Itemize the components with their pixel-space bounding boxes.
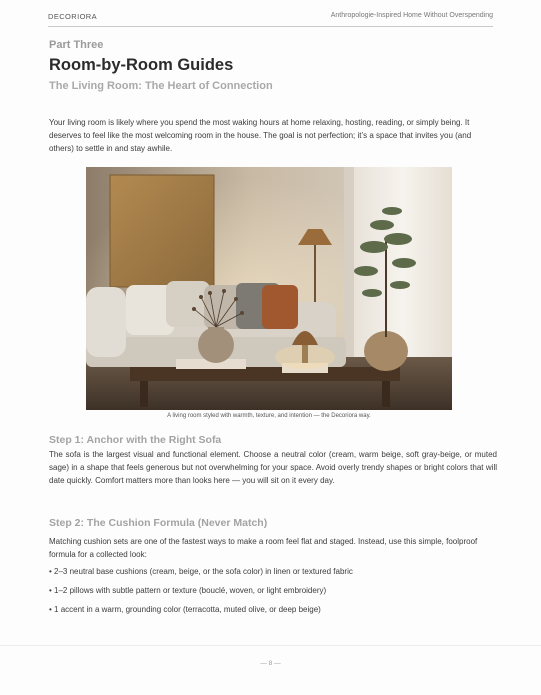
- header-divider: [48, 26, 493, 27]
- step-1-heading: Step 1: Anchor with the Right Sofa: [49, 434, 222, 446]
- section-subtitle: The Living Room: The Heart of Connection: [49, 80, 273, 92]
- page-title: Room-by-Room Guides: [49, 56, 234, 74]
- step-2-body: Matching cushion sets are one of the fastest ways to make a room feel flat and staged. Instead, use this simple, foolproof formula for a collected look:: [49, 537, 478, 560]
- header-brand: DECORIORA: [48, 12, 98, 21]
- bullet-item: • 1–2 pillows with subtle pattern or texture (bouclé, woven, or light embroidery): [49, 586, 327, 595]
- part-label: Part Three: [49, 39, 104, 51]
- step-2-heading: Step 2: The Cushion Formula (Never Match): [49, 517, 268, 529]
- living-room-photo: [86, 167, 452, 410]
- footer-divider: [0, 645, 541, 646]
- page-number: — 8 —: [260, 660, 281, 667]
- intro-paragraph: Your living room is likely where you spend the most waking hours at home relaxing, hosting, reading, or simply being. It deserves to feel like the most welcoming room in the house. The goal is not perfection; it’s a space that invites you (and others) to settle in and stay awhile.: [49, 118, 472, 154]
- bullet-item: • 2–3 neutral base cushions (cream, beige, or the sofa color) in linen or textured fabric: [49, 567, 353, 576]
- bullet-item: • 1 accent in a warm, grounding color (terracotta, muted olive, or deep beige): [49, 605, 321, 614]
- header-book-title: Anthropologie-Inspired Home Without Overspending: [330, 12, 493, 19]
- step-1-body: The sofa is the largest visual and functional element. Choose a neutral color (cream, warm beige, soft gray-beige, or muted sage) in a shape that feels generous but not overwhelming for your space. Avoid overly trendy shapes or bright colors that will date quickly. Comfort matters more than looks here — you will sit on it every day.: [49, 450, 497, 486]
- photo-caption: A living room styled with warmth, texture, and intention — the Decoriora way.: [167, 413, 371, 419]
